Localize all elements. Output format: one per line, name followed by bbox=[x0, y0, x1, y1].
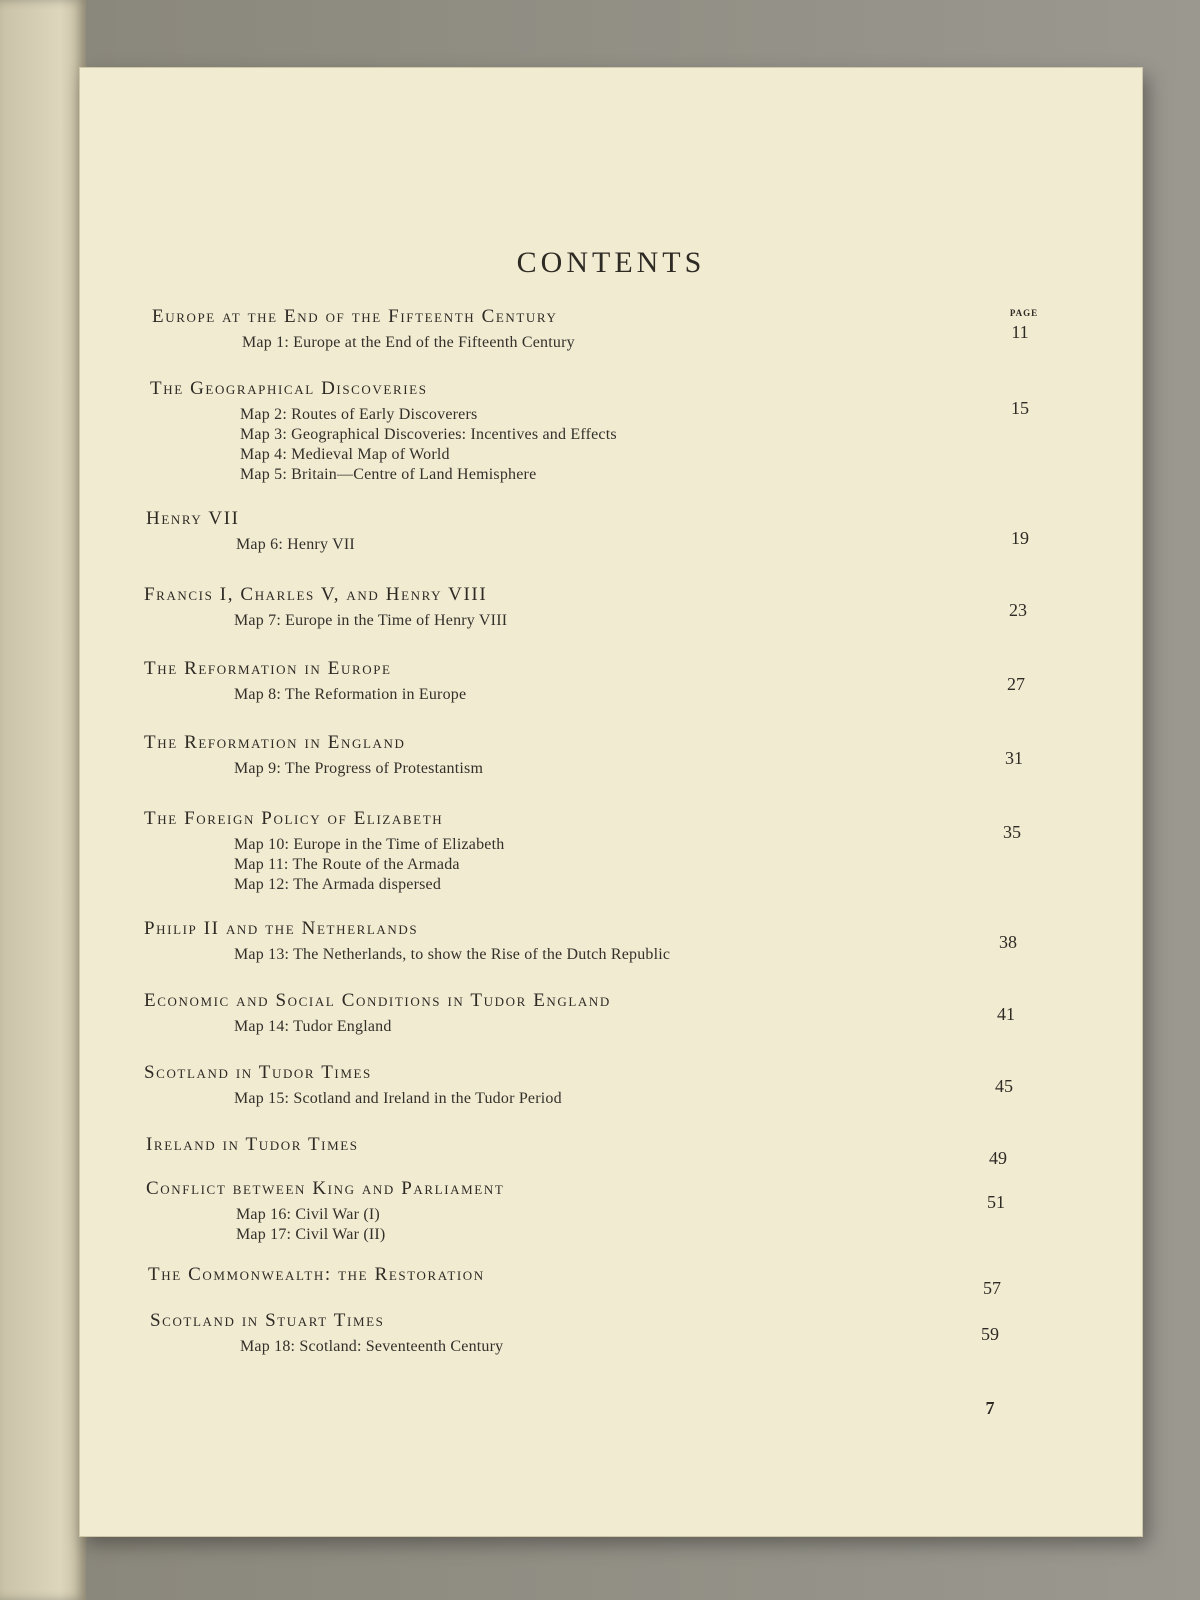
map-entry: Map 2: Routes of Early Discoverers bbox=[240, 406, 478, 423]
section-title: Henry VII bbox=[146, 508, 240, 529]
map-entry: Map 9: The Progress of Protestantism bbox=[234, 760, 484, 777]
section-title: The Commonwealth: the Restoration bbox=[148, 1264, 485, 1285]
section-title: Ireland in Tudor Times bbox=[146, 1134, 359, 1155]
map-entry: Map 5: Britain—Centre of Land Hemisphere bbox=[240, 466, 537, 483]
map-entry: Map 15: Scotland and Ireland in the Tudor Period bbox=[234, 1090, 562, 1107]
map-entry: Map 3: Geographical Discoveries: Incentives and Effects bbox=[240, 426, 617, 443]
section-page-number: 59 bbox=[981, 1324, 999, 1344]
section-title: Francis I, Charles V, and Henry VIII bbox=[144, 584, 488, 605]
section-title: Conflict between King and Parliament bbox=[146, 1178, 505, 1199]
section-title: Scotland in Stuart Times bbox=[150, 1310, 385, 1331]
page-title: CONTENTS bbox=[516, 246, 706, 279]
map-entry: Map 16: Civil War (I) bbox=[236, 1206, 380, 1223]
map-entry: Map 4: Medieval Map of World bbox=[240, 446, 450, 463]
map-entry: Map 13: The Netherlands, to show the Rise of the Dutch Republic bbox=[234, 946, 671, 963]
section-page-number: 41 bbox=[997, 1004, 1015, 1024]
page-column-label: PAGE bbox=[1009, 308, 1039, 318]
map-entry: Map 14: Tudor England bbox=[234, 1018, 392, 1035]
section-page-number: 49 bbox=[989, 1148, 1007, 1168]
section-page-number: 31 bbox=[1005, 748, 1023, 768]
section-title: The Reformation in Europe bbox=[144, 658, 392, 679]
section-page-number: 51 bbox=[987, 1192, 1005, 1212]
section-title: Philip II and the Netherlands bbox=[144, 918, 419, 939]
section-title: The Reformation in England bbox=[144, 732, 406, 753]
map-entry: Map 1: Europe at the End of the Fifteenth Century bbox=[242, 334, 575, 351]
folio-page-number: 7 bbox=[985, 1398, 995, 1418]
section-page-number: 38 bbox=[999, 932, 1017, 952]
section-title: Europe at the End of the Fifteenth Century bbox=[152, 306, 558, 327]
map-entry: Map 8: The Reformation in Europe bbox=[234, 686, 467, 703]
section-page-number: 23 bbox=[1009, 600, 1027, 620]
page-content bbox=[80, 68, 1142, 1536]
section-page-number: 15 bbox=[1011, 398, 1029, 418]
section-page-number: 57 bbox=[983, 1278, 1001, 1298]
map-entry: Map 11: The Route of the Armada bbox=[234, 856, 460, 873]
map-entry: Map 17: Civil War (II) bbox=[236, 1226, 386, 1243]
section-title: The Foreign Policy of Elizabeth bbox=[144, 808, 444, 829]
map-entry: Map 7: Europe in the Time of Henry VIII bbox=[234, 612, 508, 629]
section-page-number: 35 bbox=[1003, 822, 1021, 842]
section-title: The Geographical Discoveries bbox=[150, 378, 428, 399]
section-page-number: 45 bbox=[995, 1076, 1013, 1096]
map-entry: Map 10: Europe in the Time of Elizabeth bbox=[234, 836, 505, 853]
section-title: Economic and Social Conditions in Tudor England bbox=[144, 990, 611, 1011]
section-page-number: 27 bbox=[1007, 674, 1025, 694]
map-entry: Map 6: Henry VII bbox=[236, 536, 355, 553]
map-entry: Map 18: Scotland: Seventeenth Century bbox=[240, 1338, 504, 1355]
section-title: Scotland in Tudor Times bbox=[144, 1062, 372, 1083]
section-page-number: 19 bbox=[1011, 528, 1029, 548]
section-page-number: 11 bbox=[1011, 322, 1029, 342]
map-entry: Map 12: The Armada dispersed bbox=[234, 876, 442, 893]
adjacent-page-edge bbox=[0, 0, 86, 1600]
book-page bbox=[80, 68, 1142, 1536]
